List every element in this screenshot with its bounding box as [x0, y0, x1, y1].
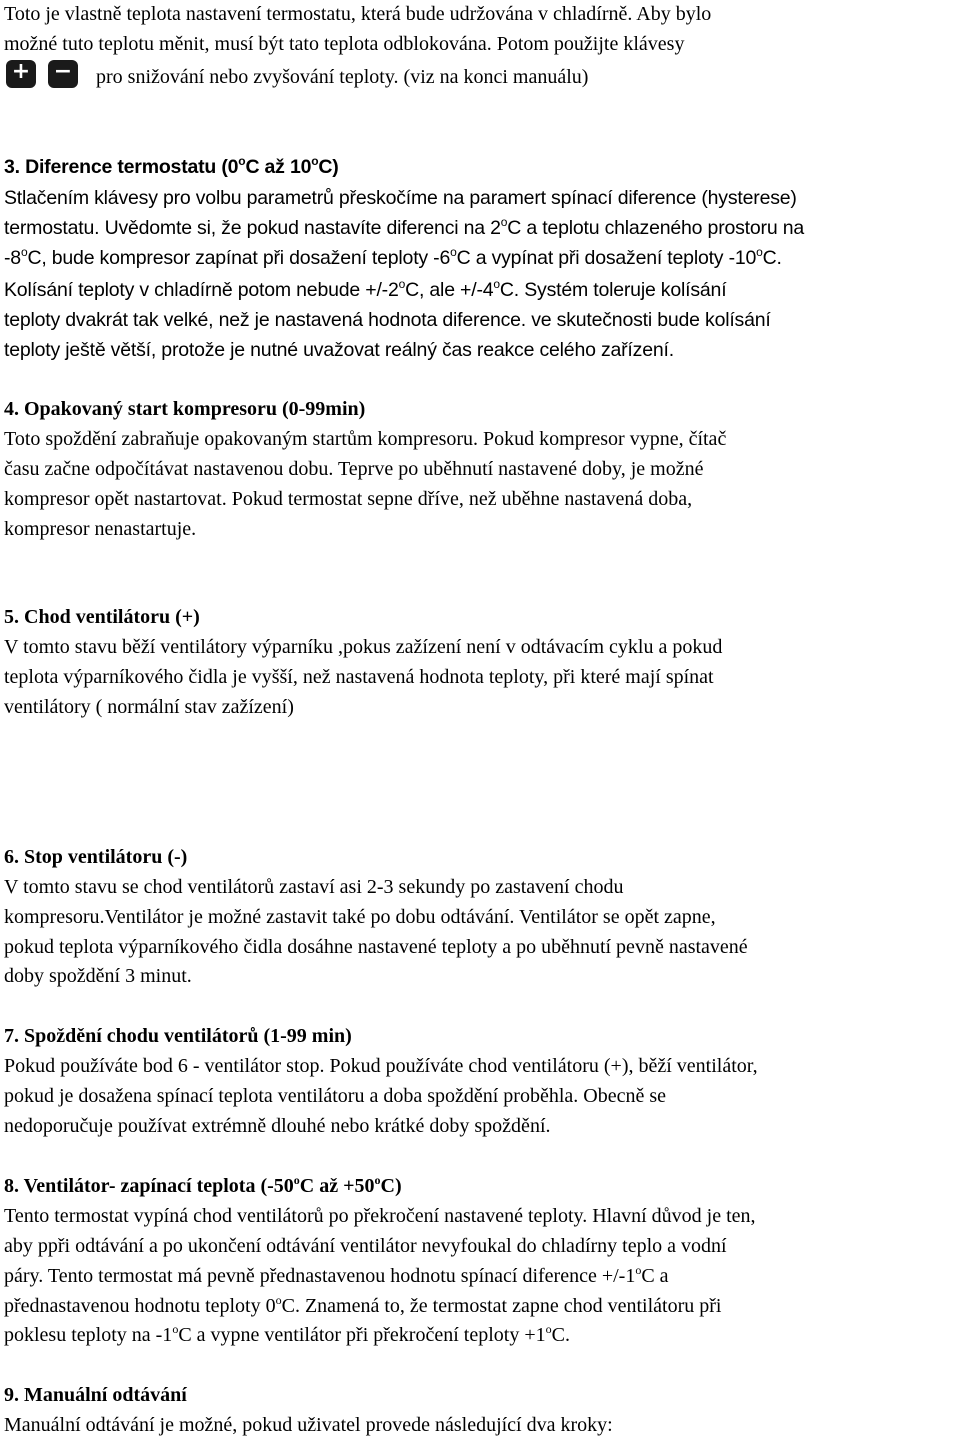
section-3-line-3: -8$^o$C, bude kompresor zapínat při dosažení teploty -6$^o$C a vypínat při dosažení teploty -10$^o$C.	[4, 245, 782, 269]
section-3-line-5: teploty dvakrát tak velké, než je nastavená hodnota diference. ve skutečnosti bude kolísání	[4, 309, 771, 331]
section-7-heading: 7. Spoždění chodu ventilátorů (1-99 min)	[4, 1025, 352, 1047]
section-8-line-4: přednastavenou hodnotu teploty 0$^o$C. Znamená to, že termostat zapne chod ventilátoru při	[4, 1293, 722, 1317]
section-8-line-1: Tento termostat vypíná chod ventilátorů po překročení nastavené teploty. Hlavní důvod je ten,	[4, 1205, 756, 1227]
section-5-heading: 5. Chod ventilátoru (+)	[4, 606, 200, 628]
section-7-line-2: pokud je dosažena spínací teplota ventilátoru a doba spoždění proběhla. Obecně se	[4, 1085, 666, 1107]
intro-line-2: možné tuto teplotu měnit, musí být tato teplota odblokována. Potom použijte klávesy	[4, 33, 685, 55]
section-4-heading: 4. Opakovaný start kompresoru (0-99min)	[4, 398, 366, 420]
section-5-line-1: V tomto stavu běží ventilátory výparníku ,pokus zažízení není v odtávacím cyklu a pokud	[4, 636, 723, 658]
section-6-line-2: kompresoru.Ventilátor je možné zastavit také po dobu odtávání. Ventilátor se opět zapne,	[4, 906, 716, 928]
section-3-line-4: Kolísání teploty v chladírně potom nebude $+/-2^oC$, ale $+/-4^oC$. Systém toleruje kolísání	[4, 277, 727, 301]
section-4-line-1: Toto spoždění zabraňuje opakovaným startům kompresoru. Pokud kompresor vypne, čítač	[4, 428, 727, 450]
section-7-line-3: nedoporučuje používat extrémně dlouhé nebo krátké doby spoždění.	[4, 1115, 551, 1137]
section-6-line-3: pokud teplota výparníkového čidla dosáhne nastavené teploty a po uběhnutí pevně nastavené	[4, 936, 748, 958]
intro-line-3: pro snižování nebo zvyšování teploty. (viz na konci manuálu)	[96, 66, 589, 88]
section-6-line-4: doby spoždění 3 minut.	[4, 965, 192, 987]
section-3-line-1: Stlačením klávesy pro volbu parametrů přeskočíme na paramert spínací diference (hysterese)	[4, 187, 797, 209]
section-3-line-2: termostatu. Uvědomte si, že pokud nastavíte diferenci na 2$^o$C a teplotu chlazeného prostoru na	[4, 215, 804, 239]
section-8-line-3: páry. Tento termostat má pevně přednastavenou hodnotu spínací diference $+/-1^oC$ a	[4, 1263, 669, 1287]
section-5-line-3: ventilátory ( normální stav zažízení)	[4, 696, 294, 718]
section-9-line-1: Manuální odtávání je možné, pokud uživatel provede následující dva kroky:	[4, 1414, 613, 1436]
minus-key-icon: −	[48, 60, 78, 88]
section-8-heading: 8. Ventilátor- zapínací teplota (-50$^o$C až $+50^oC$)	[4, 1173, 402, 1197]
plus-key-icon: +	[6, 60, 36, 88]
section-4-line-2: času začne odpočítávat nastavenou dobu. Teprve po uběhnutí nastavené doby, je možné	[4, 458, 704, 480]
section-8-line-2: aby ppři odtávání a po ukončení odtávání ventilátor nevyfoukal do chladírny teplo a vodní	[4, 1235, 727, 1257]
section-4-line-3: kompresor opět nastartovat. Pokud termostat sepne dříve, než uběhne nastavená doba,	[4, 488, 693, 510]
section-3-heading: 3. Diference termostatu (0$^o$C až 10$^o$C)	[4, 154, 339, 178]
intro-line-1: Toto je vlastně teplota nastavení termostatu, která bude udržována v chladírně. Aby bylo	[4, 3, 712, 25]
section-6-line-1: V tomto stavu se chod ventilátorů zastaví asi 2-3 sekundy po zastavení chodu	[4, 876, 624, 898]
section-3-line-6: teploty ještě větší, protože je nutné uvažovat reálný čas reakce celého zařízení.	[4, 339, 674, 361]
section-7-line-1: Pokud používáte bod 6 - ventilátor stop. Pokud používáte chod ventilátoru (+), běží ventilátor,	[4, 1055, 758, 1077]
section-9-heading: 9. Manuální odtávání	[4, 1384, 187, 1406]
section-8-line-5: poklesu teploty na -1$^o$C a vypne ventilátor při překročení teploty $+1^oC$.	[4, 1322, 570, 1346]
section-5-line-2: teplota výparníkového čidla je vyšší, než nastavená hodnota teploty, při které mají spínat	[4, 666, 714, 688]
section-4-line-4: kompresor nenastartuje.	[4, 518, 197, 540]
section-6-heading: 6. Stop ventilátoru (-)	[4, 846, 188, 868]
